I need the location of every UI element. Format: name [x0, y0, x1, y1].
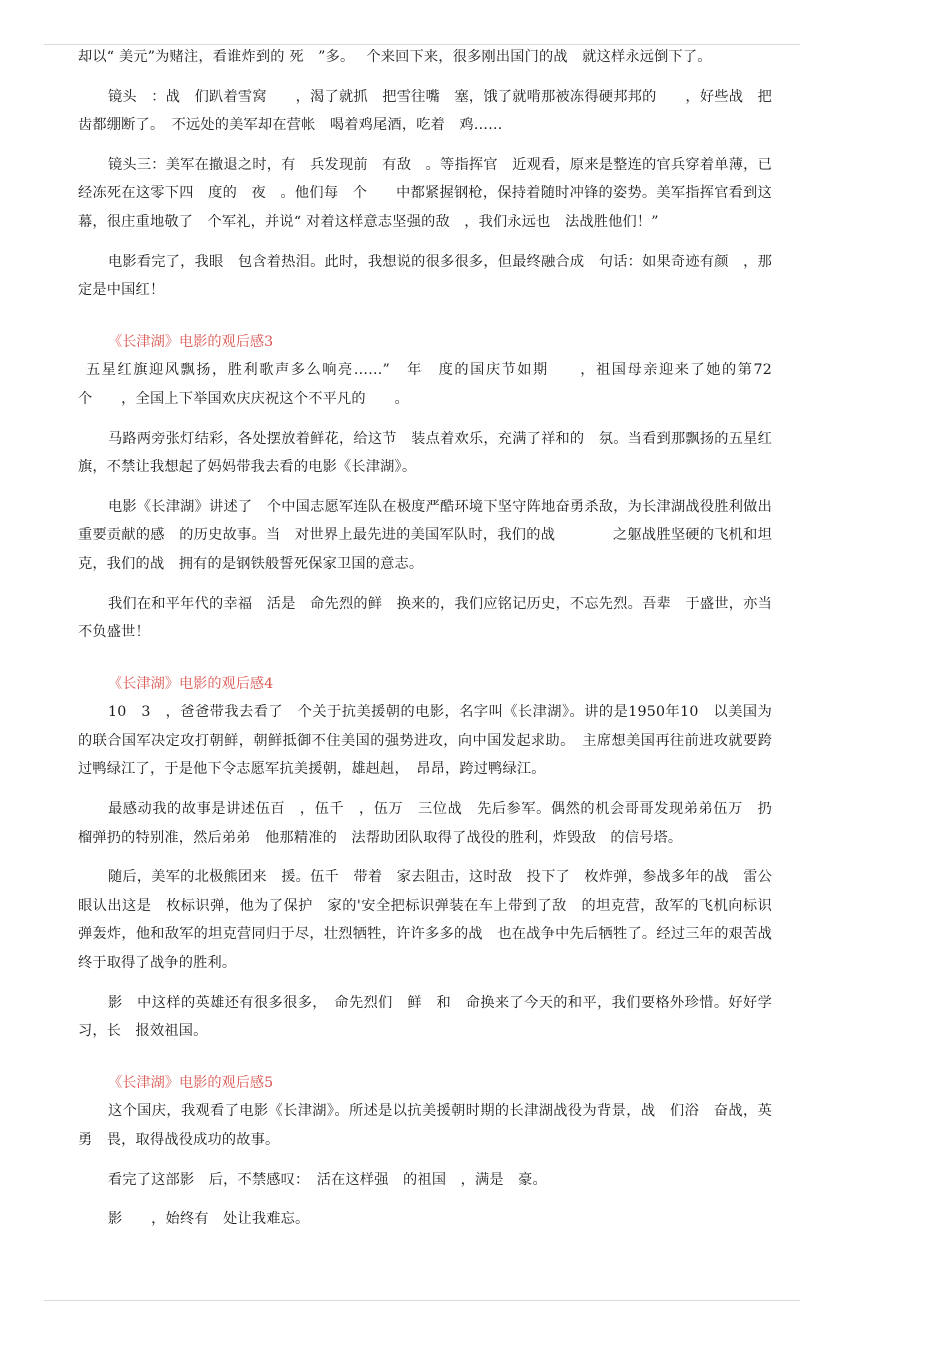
- section-review-3: [78, 328, 772, 647]
- paragraph: 这个国庆，我观看了电影《长津湖》。所述是以抗美援朝时期的长津湖战役为背景，战 们浴 奋战，英勇 畏，取得战役成功的故事。: [78, 1103, 772, 1148]
- paragraph: 10 3 ，爸爸带我去看了 个关于抗美援朝的电影，名字叫《长津湖》。讲的是1950年10 以美国为 的联合国军决定攻打朝鲜，朝鲜抵御不住美国的强势进攻，向中国发起求助。 主席想美国再往前进攻就要跨过鸭绿江了，于是他下令志愿军抗美援朝，雄赳赳， 昂昂，跨过鸭绿江。: [78, 704, 787, 778]
- paragraph: 影 中这样的英雄还有很多很多， 命先烈们 鲜 和 命换来了今天的和平，我们要格外珍惜。好好学习，长 报效祖国。: [78, 994, 772, 1040]
- section-review-4: [78, 670, 787, 1046]
- paragraph: 电影看完了，我眼 包含着热泪。此时，我想说的很多很多，但最终融合成 句话：如果奇迹有颜 ，那 定是中国红！: [78, 253, 787, 299]
- paragraph: 我们在和平年代的幸福 活是 命先烈的鲜 换来的，我们应铭记历史，不忘先烈。吾辈 于盛世，亦当不负盛世！: [78, 595, 772, 641]
- section-continued: [78, 43, 787, 305]
- paragraph: 影 ，始终有 处让我难忘。: [108, 1211, 310, 1228]
- section-review-5: [78, 1069, 772, 1234]
- document-page: [78, 44, 787, 1234]
- page-bottom-rule: [44, 1300, 800, 1301]
- paragraph: 随后，美军的北极熊团来 援。伍千 带着 家去阻击，这时敌 投下了 枚炸弹，参战多年的战 雷公 眼认出这是 枚标识弹，他为了保护 家的'安全把标识弹装在车上带到了敌 的坦克营，敌军的飞机向标识弹轰炸，他和敌军的坦克营同归于尽，壮烈牺牲，许许多多的战 也在战争中先后牺牲了。经过三年的艰苦战 终于取得了战争的胜利。: [78, 869, 787, 972]
- paragraph: 却以“ 美元”为赌注，看谁炸到的 死 ”多。 个来回下来，很多刚出国门的战 就这样永远倒下了。: [78, 49, 712, 65]
- paragraph: 电影《长津湖》讲述了 个中国志愿军连队在极度严酷环境下坚守阵地奋勇杀敌，为长津湖战役胜利做出重要贡献的感 的历史故事。当 对世界上最先进的美国军队时，我们的战 之躯战胜坚硬的飞机和坦克，我们的战 拥有的是钢铁般誓死保家卫国的意志。: [78, 498, 772, 572]
- section-heading: 《长津湖》电影的观后感5: [108, 1074, 274, 1091]
- paragraph: 镜头三：美军在撤退之时，有 兵发现前 有敌 。等指挥官 近观看，原来是整连的官兵穿着单薄，已经冻死在这零下四 度的 夜 。他们每 个 中都紧握钢枪，保持着随时冲锋的姿势。美军指挥官看到这 幕，很庄重地敬了 个军礼，并说“ 对着这样意志坚强的敌 ，我们永远也 法战胜他们！”: [78, 156, 787, 230]
- section-heading: 《长津湖》电影的观后感4: [108, 675, 274, 692]
- paragraph: 马路两旁张灯结彩，各处摆放着鲜花，给这节 装点着欢乐，充满了祥和的 氛。当看到那飘扬的五星红旗，不禁让我想起了妈妈带我去看的电影《长津湖》。: [78, 430, 772, 476]
- paragraph: 五星红旗迎风飘扬，胜利歌声多么响亮……” 年 度的国庆节如期 ，祖国母亲迎来了她的第72个 ，全国上下举国欢庆庆祝这个不平凡的 。: [78, 362, 772, 407]
- paragraph: 最感动我的故事是讲述伍百 ，伍千 ，伍万 三位战 先后参军。偶然的机会哥哥发现弟弟伍万 扔 榴弹扔的特别准，然后弟弟 他那精准的 法帮助团队取得了战役的胜利，炸毁敌 的信号塔。: [78, 801, 787, 846]
- paragraph: 看完了这部影 后，不禁感叹： 活在这样强 的祖国 ，满是 豪。: [108, 1171, 547, 1188]
- paragraph: 镜头 ：战 们趴着雪窝 ，渴了就抓 把雪往嘴 塞，饿了就啃那被冻得硬邦邦的 ，好些战 把 齿都绷断了。 不远处的美军却在营帐 喝着鸡尾酒，吃着 鸡……: [78, 88, 787, 134]
- section-heading: 《长津湖》电影的观后感3: [108, 333, 274, 350]
